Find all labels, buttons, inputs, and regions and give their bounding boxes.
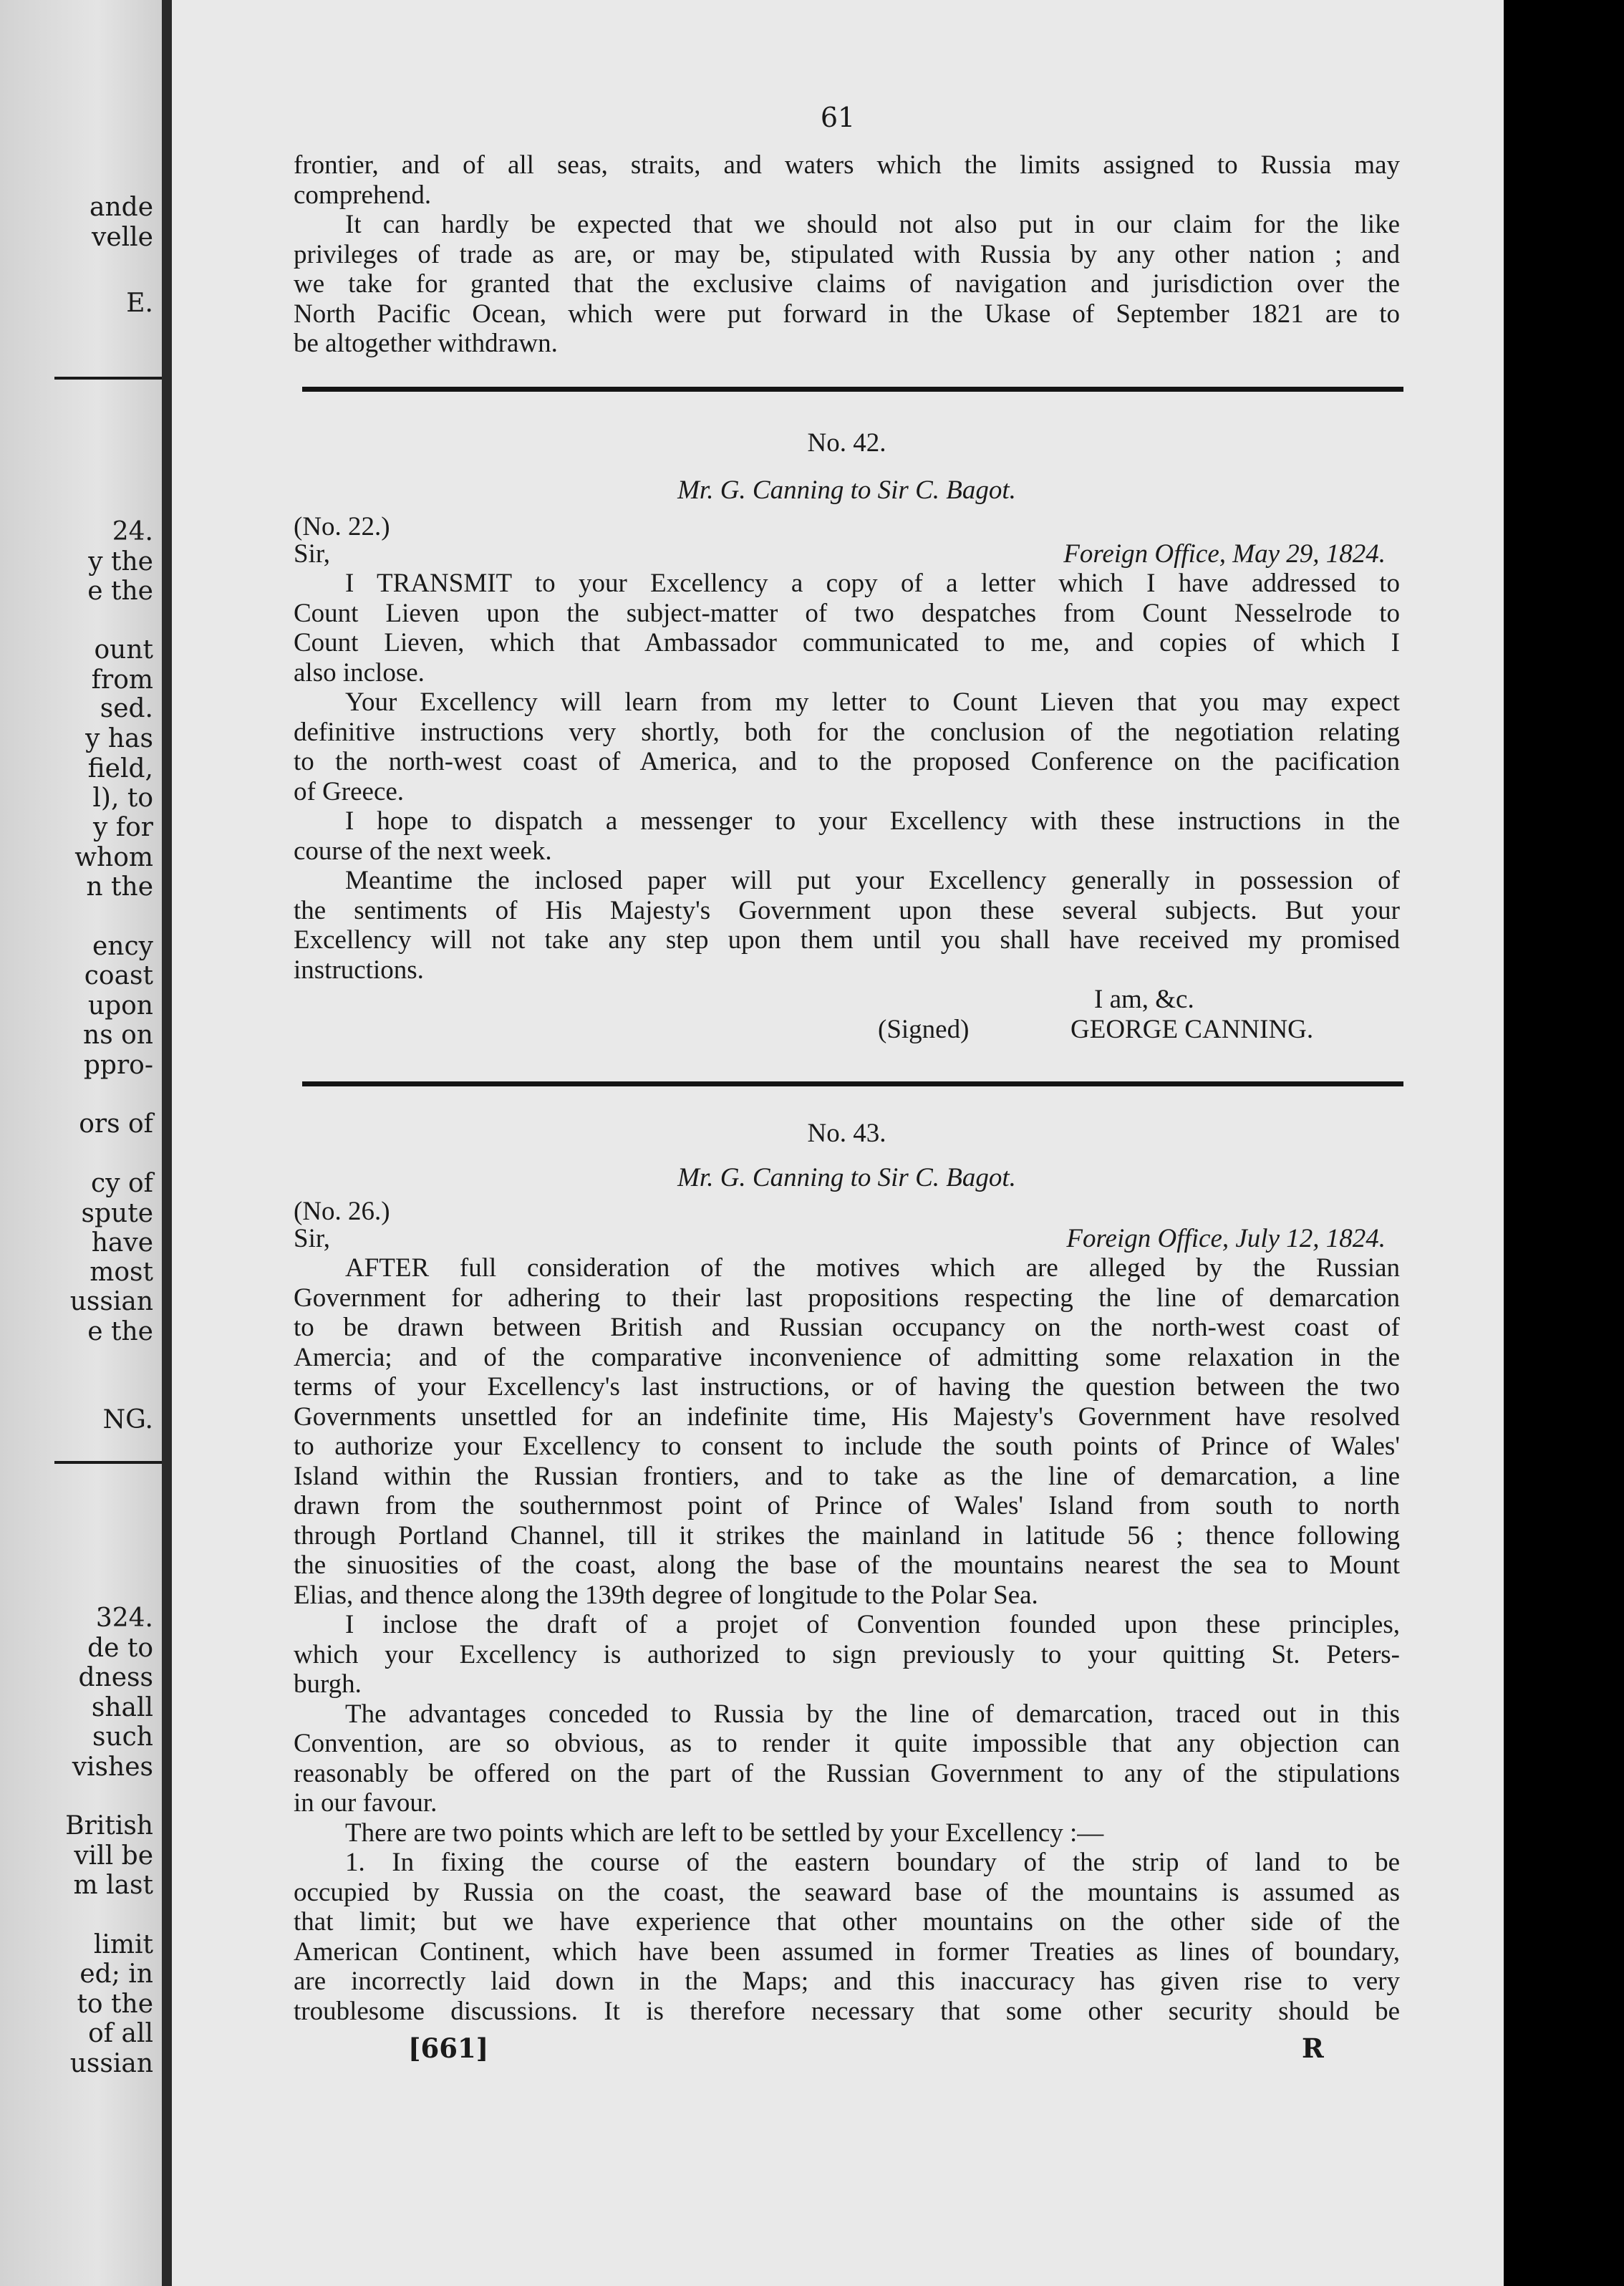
document-body: [294, 569, 1400, 985]
left-page-text-fragment: limit: [93, 1930, 153, 1959]
section-rule: [302, 1081, 1403, 1086]
text-line: Count Lieven, which that Ambassador communicated to me, and copies of which I: [294, 628, 1400, 657]
intro-paragraph: [294, 150, 1400, 210]
paragraph: [294, 688, 1400, 806]
left-page-text-fragment: 24.: [112, 517, 153, 546]
document-number: No. 43.: [807, 1119, 886, 1148]
left-page-text-fragment: sed.: [100, 694, 153, 723]
left-page-text-fragment: ussian: [69, 1287, 153, 1316]
text-line: are incorrectly laid down in the Maps; and this inaccuracy has given rise to very: [294, 1967, 1400, 1996]
text-line: AFTER full consideration of the motives which are alleged by the Russian: [345, 1253, 1400, 1283]
signature: GEORGE CANNING.: [1070, 1014, 1314, 1044]
catchword: R: [1302, 2032, 1324, 2064]
dispatch-reference: (No. 26.): [294, 1197, 390, 1226]
text-line: Excellency will not take any step upon them until you shall have received my promised: [294, 925, 1400, 955]
closing: I am, &c.: [1094, 985, 1194, 1014]
paragraph: [294, 806, 1400, 866]
left-page-text-fragment: such: [92, 1722, 153, 1752]
left-page-text-fragment: 324.: [95, 1603, 153, 1633]
intro-paragraph-2: [294, 210, 1400, 359]
text-line: comprehend.: [294, 180, 432, 210]
text-line: 1. In fixing the course of the eastern boundary of the strip of land to be: [345, 1848, 1400, 1877]
text-line: I inclose the draft of a projet of Convention founded upon these principles,: [345, 1610, 1400, 1639]
text-line: to the north-west coast of America, and to the proposed Conference on the pacification: [294, 747, 1400, 776]
text-line: we take for granted that the exclusive claims of navigation and jurisdiction over the: [294, 269, 1400, 299]
left-page-text-fragment: ande: [90, 193, 153, 222]
text-line: which your Excellency is authorized to sign previously to your quitting St. Peters-: [294, 1639, 1400, 1669]
document-42: [294, 428, 1400, 1045]
left-page-fragment: [0, 0, 162, 2286]
text-line: There are two points which are left to be settled by your Excellency :—: [345, 1818, 1104, 1848]
left-page-text-fragment: e the: [87, 1317, 153, 1346]
text-line: Governments unsettled for an indefinite time, His Majesty's Government have resolved: [294, 1402, 1400, 1432]
text-line: troublesome discussions. It is therefore necessary that some other security should be: [294, 1996, 1400, 2026]
left-page-text-fragment: ount: [94, 635, 153, 665]
document-heading: Mr. G. Canning to Sir C. Bagot.: [677, 475, 1016, 505]
text-line: in our favour.: [294, 1788, 438, 1818]
text-line: also inclose.: [294, 657, 425, 688]
dateline: Foreign Office, May 29, 1824.: [1063, 539, 1386, 569]
text-line: American Continent, which have been assumed in former Treaties as lines of boundary,: [294, 1937, 1400, 1967]
left-page-text-fragment: ency: [92, 932, 153, 961]
text-line: Island within the Russian frontiers, and to take as the line of demarcation, a line: [294, 1461, 1400, 1491]
text-line: through Portland Channel, till it strikes the mainland in latitude 56 ; thence following: [294, 1520, 1400, 1550]
left-page-text-fragment: ors of: [79, 1109, 153, 1139]
left-rule: [54, 377, 162, 380]
signature-mark: [661]: [408, 2032, 489, 2064]
document-body: [294, 1253, 1400, 2026]
left-page-text-fragment: whom: [74, 843, 153, 872]
book-gutter: [162, 0, 172, 2286]
text-line: Amercia; and of the comparative inconvenience of admitting some relaxation in the: [294, 1342, 1400, 1372]
text-line: It can hardly be expected that we should not also put in our claim for the like: [345, 210, 1400, 239]
document-43: [294, 1119, 1400, 2026]
left-page-text-fragment: e the: [87, 577, 153, 606]
paragraph: [294, 1253, 1400, 1610]
text-line: terms of your Excellency's last instructions, or of having the question between the two: [294, 1372, 1400, 1402]
left-page-text-fragment: coast: [84, 961, 153, 990]
text-line: to authorize your Excellency to consent to include the south points of Prince of Wales': [294, 1432, 1400, 1461]
left-page-text-fragment: upon: [87, 991, 153, 1021]
left-page-text-fragment: E.: [126, 289, 153, 318]
left-page-text-fragment: to the: [77, 1990, 153, 2019]
text-line: The advantages conceded to Russia by the line of demarcation, traced out in this: [345, 1699, 1400, 1729]
salutation: Sir,: [294, 1223, 330, 1253]
left-page-text-fragment: vishes: [72, 1752, 153, 1782]
text-line: I hope to dispatch a messenger to your Excellency with these instructions in the: [345, 806, 1400, 836]
left-page-text-fragment: British: [65, 1811, 153, 1841]
dateline: Foreign Office, July 12, 1824.: [1066, 1223, 1386, 1253]
paragraph: [294, 1818, 1400, 1848]
left-page-text-fragment: have: [91, 1228, 153, 1258]
intro-text: [294, 150, 1400, 359]
text-line: Government for adhering to their last propositions respecting the line of demarcation: [294, 1283, 1400, 1313]
left-page-text-fragment: most: [90, 1258, 153, 1287]
left-page-text-fragment: velle: [92, 223, 153, 252]
salutation: Sir,: [294, 539, 330, 569]
document-number: No. 42.: [807, 428, 886, 458]
left-page-text-fragment: l), to: [92, 783, 153, 813]
left-page-text-fragment: y has: [85, 724, 153, 753]
text-line: Convention, are so obvious, as to render it quite impossible that any objection can: [294, 1729, 1400, 1758]
paragraph: [294, 1848, 1400, 2026]
document-page: [172, 0, 1504, 2286]
text-line: occupied by Russia on the coast, the seaward base of the mountains is assumed as: [294, 1877, 1400, 1907]
document-heading: Mr. G. Canning to Sir C. Bagot.: [677, 1162, 1016, 1192]
left-page-text-fragment: ns on: [83, 1021, 153, 1050]
text-line: instructions.: [294, 955, 424, 985]
text-line: definitive instructions very shortly, both for the conclusion of the negotiation relating: [294, 717, 1400, 747]
left-page-text-fragment: y for: [93, 813, 153, 842]
signed-label: (Signed): [878, 1014, 970, 1044]
text-line: privileges of trade as are, or may be, stipulated with Russia by any other nation ; and: [294, 239, 1400, 269]
text-line: the sentiments of His Majesty's Government upon these several subjects. But your: [294, 895, 1400, 925]
left-page-text-fragment: vill be: [74, 1841, 153, 1871]
text-line: the sinuosities of the coast, along the base of the mountains nearest the sea to Mount: [294, 1550, 1400, 1580]
left-page-text-fragment: n the: [86, 872, 153, 902]
left-page-text-fragment: ed; in: [79, 1959, 153, 1989]
left-page-text-fragment: of all: [88, 2019, 153, 2048]
left-page-text-fragment: ppro-: [83, 1051, 153, 1080]
paragraph: [294, 866, 1400, 985]
text-line: Your Excellency will learn from my letter to Count Lieven that you may expect: [345, 688, 1400, 717]
paragraph: [294, 1699, 1400, 1818]
left-page-text-fragment: shall: [91, 1693, 153, 1722]
left-page-text-fragment: ussian: [69, 2049, 153, 2078]
text-line: frontier, and of all seas, straits, and waters which the limits assigned to Russia may: [294, 150, 1400, 180]
text-line: be altogether withdrawn.: [294, 329, 558, 358]
text-line: Elias, and thence along the 139th degree of longitude to the Polar Sea.: [294, 1580, 1038, 1610]
page-number: 61: [820, 102, 856, 133]
text-line: Count Lieven upon the subject-matter of two despatches from Count Nesselrode to: [294, 598, 1400, 628]
text-line: Meantime the inclosed paper will put your Excellency generally in possession of: [345, 866, 1400, 895]
dispatch-reference: (No. 22.): [294, 512, 390, 541]
text-line: of Greece.: [294, 776, 405, 806]
scan-border: [1504, 0, 1624, 2286]
left-page-text-fragment: m last: [73, 1871, 153, 1900]
paragraph: [294, 569, 1400, 688]
left-page-text-fragment: from: [91, 665, 153, 695]
left-rule: [54, 1461, 162, 1464]
text-line: burgh.: [294, 1669, 362, 1699]
text-line: North Pacific Ocean, which were put forward in the Ukase of September 1821 are to: [294, 299, 1400, 329]
text-line: to be drawn between British and Russian occupancy on the north-west coast of: [294, 1313, 1400, 1342]
left-page-text-fragment: field,: [87, 754, 153, 783]
left-page-text-fragment: y the: [88, 547, 153, 577]
text-line: drawn from the southernmost point of Prince of Wales' Island from south to north: [294, 1491, 1400, 1520]
left-page-text-fragment: dness: [78, 1663, 153, 1692]
left-page-text-fragment: NG.: [102, 1405, 153, 1434]
left-page-text-fragment: de to: [87, 1634, 153, 1663]
text-line: course of the next week.: [294, 836, 552, 866]
text-line: reasonably be offered on the part of the Russian Government to any of the stipulations: [294, 1758, 1400, 1788]
left-page-text-fragment: spute: [81, 1199, 153, 1228]
text-line: that limit; but we have experience that other mountains on the other side of the: [294, 1907, 1400, 1937]
text-line: I TRANSMIT to your Excellency a copy of a letter which I have addressed to: [345, 569, 1400, 598]
left-page-text-fragment: cy of: [91, 1169, 153, 1198]
section-rule: [302, 387, 1403, 392]
paragraph: [294, 1610, 1400, 1699]
